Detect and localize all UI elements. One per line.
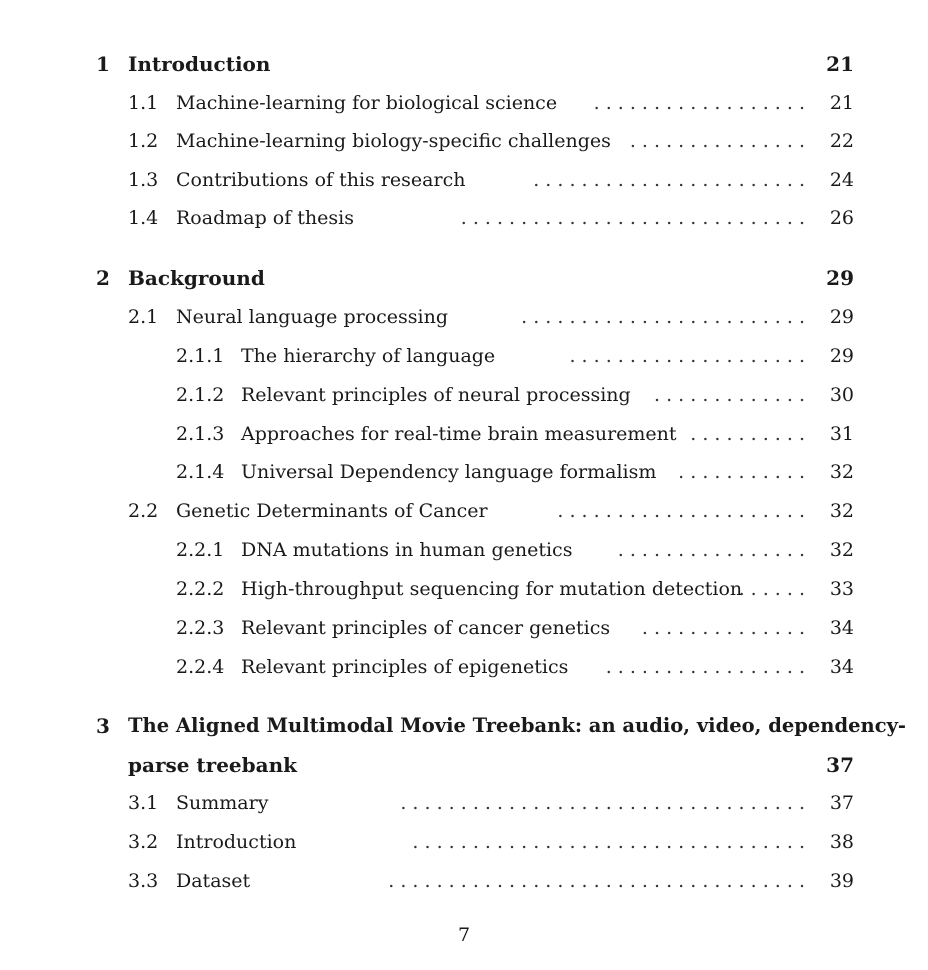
section-1-1-entry	[0, 88, 928, 118]
subsection-page: 32	[829, 539, 854, 561]
section-title: Roadmap of thesis	[176, 207, 354, 229]
chapter-1-entry	[0, 49, 928, 79]
section-1-3-entry	[0, 165, 928, 195]
section-number: 1.4	[128, 207, 159, 229]
section-number: 3.1	[128, 792, 159, 814]
subsection-2-2-2-entry	[0, 574, 928, 604]
section-1-4-entry	[0, 203, 928, 233]
subsection-number: 2.1.2	[176, 384, 225, 406]
section-page: 21	[829, 92, 854, 114]
section-number: 2.2	[128, 500, 159, 522]
subsection-page: 33	[829, 578, 854, 600]
dot-leader: . . . . . . . . . . . . . . . . . .	[593, 92, 805, 114]
dot-leader: . . . . . . . . . . . . . . . . . . . . . . . . . . . . . . . . . .	[400, 792, 805, 814]
chapter-title-line-1: The Aligned Multimodal Movie Treebank: an audio, video, dependency-	[128, 714, 906, 737]
subsection-page: 34	[829, 617, 854, 639]
subsection-title: DNA mutations in human genetics	[241, 539, 573, 561]
dot-leader: . . . . . . . . . . . . . . . . . . . . .	[557, 500, 805, 522]
dot-leader: . . . . . . . . . . . . . . . . . . . .	[569, 345, 805, 367]
section-3-2-entry	[0, 827, 928, 857]
subsection-2-1-4-entry	[0, 457, 928, 487]
section-number: 1.1	[128, 92, 159, 114]
page-number-footer: 7	[457, 924, 471, 946]
subsection-2-2-4-entry	[0, 652, 928, 682]
subsection-number: 2.1.1	[176, 345, 225, 367]
dot-leader: . . . . . . . . . . . . . . . . . . . . . . . .	[521, 306, 805, 328]
section-page: 32	[829, 500, 854, 522]
section-1-2-entry	[0, 126, 928, 156]
subsection-page: 29	[829, 345, 854, 367]
dot-leader: . . . . . . . . . .	[690, 423, 805, 445]
dot-leader: . . . . . . . . . . . . . .	[641, 617, 805, 639]
section-number: 2.1	[128, 306, 159, 328]
subsection-title: Universal Dependency language formalism	[241, 461, 657, 483]
dot-leader: . . . . . . . . . . . . . . . .	[617, 539, 805, 561]
subsection-2-2-1-entry	[0, 535, 928, 565]
section-title: Genetic Determinants of Cancer	[176, 500, 488, 522]
dot-leader: . . . . . . . . . . . . . . . . . . . . . . . . . . . . . . . . . . .	[388, 870, 805, 892]
section-2-2-entry	[0, 496, 928, 526]
dot-leader: . . . . . . . . . . . . . . . . . . . . . . .	[533, 169, 805, 191]
dot-leader: . . . . . . . . . . . . . . . . .	[605, 656, 805, 678]
chapter-number: 3	[96, 714, 110, 738]
section-number: 3.3	[128, 870, 159, 892]
subsection-2-1-1-entry	[0, 341, 928, 371]
dot-leader: . . . . . . . . . . . . . . . . . . . . . . . . . . . . .	[460, 207, 805, 229]
subsection-number: 2.1.3	[176, 423, 225, 445]
section-page: 26	[829, 207, 854, 229]
dot-leader: . . . . . . . . . . . . . . . . . . . . . . . . . . . . . . . . .	[412, 831, 805, 853]
section-number: 3.2	[128, 831, 159, 853]
section-title: Introduction	[176, 831, 297, 853]
subsection-number: 2.2.4	[176, 656, 225, 678]
chapter-page: 37	[826, 753, 854, 777]
chapter-3-entry	[0, 711, 928, 741]
subsection-number: 2.2.1	[176, 539, 225, 561]
subsection-number: 2.2.3	[176, 617, 225, 639]
subsection-title: The hierarchy of language	[241, 345, 496, 367]
subsection-page: 31	[829, 423, 854, 445]
subsection-2-1-3-entry	[0, 419, 928, 449]
section-title: Contributions of this research	[176, 169, 466, 191]
section-title: Summary	[176, 792, 269, 814]
subsection-title: Approaches for real-time brain measurement	[241, 423, 677, 445]
section-title: Dataset	[176, 870, 251, 892]
section-3-3-entry	[0, 866, 928, 896]
section-page: 38	[829, 831, 854, 853]
section-number: 1.2	[128, 130, 159, 152]
dot-leader: . . . . . . . . . . . . .	[654, 384, 805, 406]
section-page: 24	[829, 169, 854, 191]
chapter-title: Introduction	[128, 52, 271, 76]
subsection-number: 2.2.2	[176, 578, 225, 600]
section-page: 22	[829, 130, 854, 152]
subsection-title: Relevant principles of neural processing	[241, 384, 631, 406]
subsection-number: 2.1.4	[176, 461, 225, 483]
subsection-page: 32	[829, 461, 854, 483]
section-3-1-entry	[0, 788, 928, 818]
chapter-3-entry-continued	[0, 750, 928, 780]
section-page: 29	[829, 306, 854, 328]
section-title: Neural language processing	[176, 306, 448, 328]
subsection-2-1-2-entry	[0, 380, 928, 410]
chapter-2-entry	[0, 263, 928, 293]
subsection-title: High-throughput sequencing for mutation detection	[241, 578, 743, 600]
subsection-page: 34	[829, 656, 854, 678]
section-number: 1.3	[128, 169, 159, 191]
chapter-number: 2	[96, 266, 110, 290]
dot-leader: . . . . . . . . . . . . . . .	[629, 130, 805, 152]
subsection-page: 30	[829, 384, 854, 406]
section-title: Machine-learning for biological science	[176, 92, 558, 114]
chapter-page: 29	[826, 266, 854, 290]
section-page: 39	[829, 870, 854, 892]
subsection-2-2-3-entry	[0, 613, 928, 643]
subsection-title: Relevant principles of cancer genetics	[241, 617, 611, 639]
section-2-1-entry	[0, 302, 928, 332]
chapter-title: Background	[128, 266, 265, 290]
dot-leader: . . . . . . . . . . .	[678, 461, 805, 483]
chapter-title-line-2: parse treebank	[128, 753, 297, 777]
chapter-page: 21	[826, 52, 854, 76]
section-title: Machine-learning biology-specific challenges	[176, 130, 611, 152]
section-page: 37	[829, 792, 854, 814]
chapter-number: 1	[96, 52, 110, 76]
dot-leader: . . . . . .	[738, 578, 805, 600]
subsection-title: Relevant principles of epigenetics	[241, 656, 569, 678]
